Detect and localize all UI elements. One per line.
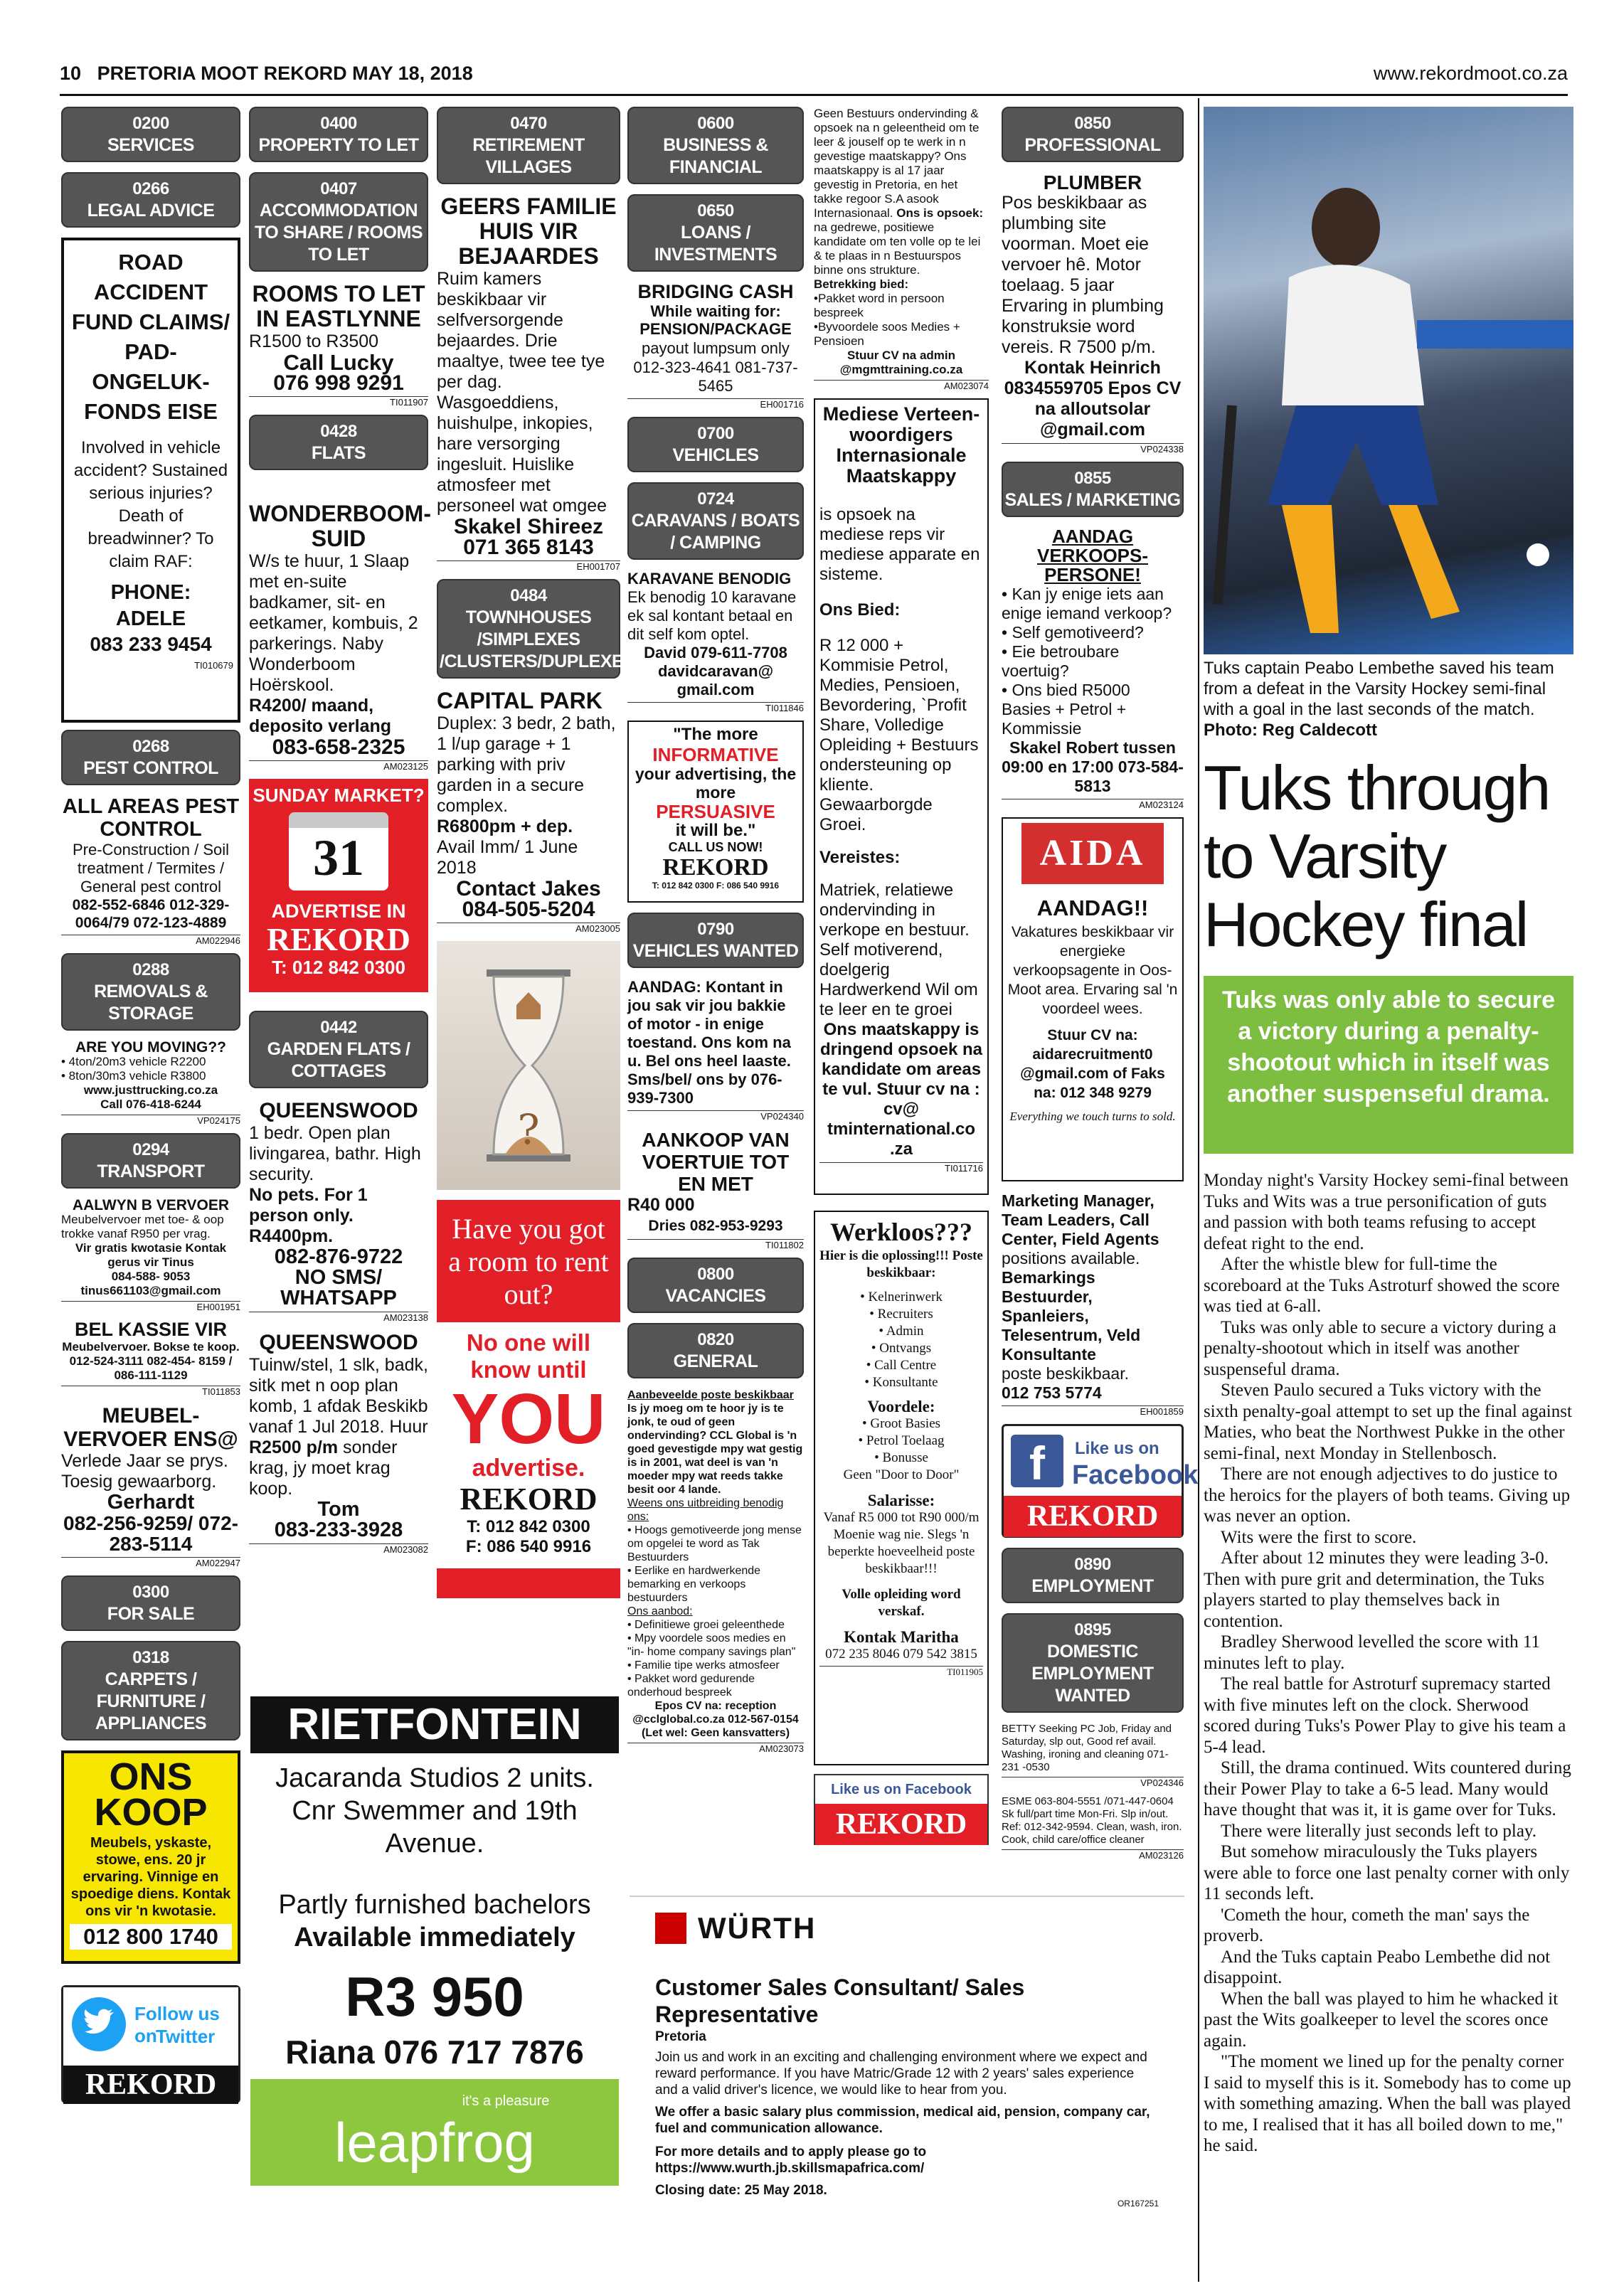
article-paragraph: There are not enough adjectives to do justice to the heroics for the players of both teams. Giving up was never an option.	[1204, 1465, 1571, 1526]
section-0407: 0407 ACCOMMODATION TO SHARE / ROOMS TO LET	[249, 172, 428, 272]
column-divider	[1198, 98, 1199, 2282]
esme-ad: ESME 063-804-5551 /071-447-0604 Sk full/part time Mon-Fri. Slp in/out. Ref: 012-342-9594. Clean, wash, iron. Cook, child care/office cleaner AM023126	[1002, 1795, 1184, 1861]
plumber-ad: PLUMBER Pos beskikbaar as plumbing site voorman. Moet eie vervoer hê. Motor toelaag. 5 jaar Ervaring in plumbing konstruksie word vereis. R 7500 p/m. Kontak Heinrich 0834559705 Epos CV na alloutsolar @gmail.com VP024338	[1002, 171, 1184, 455]
section-0850: 0850 PROFESSIONAL	[1002, 107, 1184, 162]
section-0300: 0300 FOR SALE	[61, 1575, 240, 1631]
page-header-left: 10 PRETORIA MOOT REKORD MAY 18, 2018	[60, 63, 473, 84]
bridging-cash-ad: BRIDGING CASH While waiting for: PENSION/PACKAGE payout lumpsum only 012-323-4641 081-737-5465 EH001716	[627, 282, 804, 410]
article-paragraph: But somehow miraculously the Tuks players were able to force one last penalty corner with only 11 seconds left.	[1204, 1842, 1570, 1903]
section-0790: 0790 VEHICLES WANTED	[627, 913, 804, 968]
classified-column-2	[249, 107, 431, 1562]
wurth-ad: WÜRTH Customer Sales Consultant/ Sales Representative Pretoria Join us and work in an exciting and challenging environment where we expect and reward performance. If you have Matric/Grade 12 with 2 years' sales experience and a valid driver's licence, we would like to hear from you. We offer a basic salary plus commission, medical aid, pension, company car, fuel and communication allowance. For more details and to apply please go to https://www.wurth.jb.skillsmapafrica.com/ Closing date: 25 May 2018. OR167251	[630, 1896, 1184, 2209]
section-0200: 0200 SERVICES	[61, 107, 240, 162]
twitter-ad[interactable]: Follow us on Twitter REKORD	[61, 1985, 240, 2103]
classified-column-3	[437, 107, 635, 1598]
section-0442: 0442 GARDEN FLATS / COTTAGES	[249, 1011, 428, 1088]
aida-logo: AIDA	[1021, 823, 1164, 884]
verkoopspersone-ad: AANDAG VERKOOPS-PERSONE! • Kan jy enige iets aan enige iemand verkoop? • Self gemotiveerd? • Eie betroubare voertuig? • Ons bied R5000 Basies + Petrol + Kommissie Skakel Robert tussen 09:00 en 17:00 073-584-5813 AM023124	[1002, 526, 1184, 810]
section-0294: 0294 TRANSPORT	[61, 1133, 240, 1189]
wurth-logo-icon	[655, 1913, 686, 1944]
hourglass-icon	[437, 941, 620, 1190]
capital-park-ad: CAPITAL PARK Duplex: 3 bedr, 2 bath, 1 l/up garage + 1 parking with priv garden in a secure complex. R6800pm + dep. Avail Imm/ 1 June 2018 Contact Jakes 084-505-5204 AM023005	[437, 688, 620, 934]
article-paragraph: And the Tuks captain Peabo Lembethe did not disappoint.	[1204, 1947, 1551, 1987]
section-0855: 0855 SALES / MARKETING	[1002, 462, 1184, 517]
classified-column-6	[1002, 107, 1199, 1868]
header-rule	[60, 94, 1568, 96]
classified-column-4	[627, 107, 804, 1761]
article-paragraph: The real battle for Astroturf supremacy started with five minutes left on the clock. Sherwood scored during Tuks's Power Play to give his team a 5-4 lead.	[1204, 1674, 1566, 1757]
article-paragraph: Monday night's Varsity Hockey semi-final between Tuks and Wits was a true personification of guts and passion with both teams refusing to accept defeat right to the end.	[1204, 1171, 1568, 1253]
article-paragraph: Wits were the first to score.	[1221, 1527, 1417, 1547]
rietfontein-ad: RIETFONTEIN Jacaranda Studios 2 units. Cnr Swemmer and 19th Avenue. Partly furnished bachelors Available immediately R3 950 Riana 076 717 7876 leapfrog it's a pleasure	[250, 1696, 619, 2207]
hockey-photo	[1204, 107, 1573, 654]
bel-kassie-ad: BEL KASSIE VIR Meubelvervoer. Bokse te koop. 012-524-3111 082-454- 8159 / 086-111-1129 TI011853	[62, 1319, 240, 1397]
aalwyn-ad: AALWYN B VERVOER Meubelvervoer met toe- & oop trokke vanaf R950 per vrag. Vir gratis kwotasie Kontak gerus vir Tinus 084-588- 9053 tinus661103@gmail.com EH001951	[61, 1197, 240, 1312]
section-0890: 0890 EMPLOYMENT	[1002, 1548, 1184, 1603]
article-paragraph: After the whistle blew for full-time the scoreboard at the Tuks Astroturf showed the score was tied at 6-all.	[1204, 1255, 1560, 1316]
aida-ad: AIDA AANDAG!! Vakatures beskikbaar vir energieke verkoopsagente in Oos-Moot area. Ervaring sal 'n voordeel wees. Stuur CV na: aidarecruitment0 @gmail.com of Faks na: 012 348 9279 Everything we touch turns to sold.	[1002, 817, 1184, 1181]
article-paragraph: "The moment we lined up for the penalty corner I said to myself this is it. Somebody has to come up with something amazing. When the ball was played to me, I realised that it has all boiled down to me," he said.	[1204, 2052, 1571, 2155]
management-trainee-ad: Geen Bestuurs ondervinding & opsoek na n geleentheid om te leer & jouself op te werk in n gevestige maatskappy? Ons maatskappy is al 17 jaar gevestig in Pretoria, en het takke regoor S.A asook Internasionaal. Ons is opsoek: na gedrewe, positiewe kandidate om ten volle op te lei & te plaas in n Bestuurspos binne ons strukture. Betrekking bied: •Pakket word in persoon bespreek •Byvoordele soos Medies + Pensioen Stuur CV na admin @mgmttraining.co.za AM023074	[814, 107, 989, 391]
page-header-url[interactable]: www.rekordmoot.co.za	[1373, 63, 1568, 84]
moving-ad: ARE YOU MOVING?? • 4ton/20m3 vehicle R2200 • 8ton/30m3 vehicle R3800 www.justtrucking.co.za Call 076-418-6244 VP024175	[61, 1039, 240, 1126]
wonderboom-ad: WONDERBOOM-SUID W/s te huur, 1 Slaap met en-suite badkamer, sit- en eetkamer, kombuis, 2 parkerings. Naby Wonderboom Hoërskool. R4200/ maand, deposito verlang 083-658-2325 AM023125	[249, 501, 431, 772]
article-paragraph: Steven Paulo secured a Tuks victory with the sixth penalty-goal attempt to set up the final against Maties, who beat the Northwest Pukke in the other semi-final, next Monday in Stellenbosch.	[1204, 1381, 1572, 1463]
ccl-global-ad: Aanbeveelde poste beskikbaar Is jy moeg om te hoor jy is te jonk, te oud of geen ondervinding? CCL Global is 'n goed gevestigde mpy wat gestig is in 2001, wat deel is van 'n moeder mpy wat reeds takke besit oor 4 lande. Weens ons uitbreiding benodig ons: • Hoogs gemotiveerde jong mense om opgelei te word as Tak Bestuurders • Eerlike en hardwerkende bemarking en verkoops bestuurders Ons aanbod: • Definitiewe groei geleenthede • Mpy voordele soos medies en "in- home company savings plan" • Familie tipe werks atmosfeer • Pakket word gedurende onderhoud bespreek Epos CV na: reception @cclglobal.co.za 012-567-0154 (Let wel: Geen kansvatters) AM023073	[627, 1389, 804, 1754]
raf-ad: ROAD ACCIDENT FUND CLAIMS/ PAD-ONGELUK-FONDS EISE Involved in vehicle accident? Sustained serious injuries? Death of breadwinner? To claim RAF: PHONE: ADELE 083 233 9454 TI010679	[61, 238, 240, 723]
section-0484: 0484 TOWNHOUSES /SIMPLEXES /CLUSTERS/DUPLEXES	[437, 579, 620, 679]
classified-column-5	[814, 107, 989, 1845]
article-paragraph: Tuks was only able to secure a victory during a penalty-shootout which in itself was another suspenseful drama.	[1204, 1317, 1556, 1379]
room-to-rent-ad: Have you got a room to rent out? No one will know until YOU advertise. REKORD T: 012 842 0300 F: 086 540 9916	[437, 1200, 620, 1598]
calendar-icon: 31	[289, 812, 388, 891]
section-0288: 0288 REMOVALS & STORAGE	[61, 953, 240, 1031]
facebook-ad[interactable]: f Like us on Facebook REKORD	[1002, 1424, 1184, 1538]
article-paragraph: Bradley Sherwood levelled the score with 11 minutes left to play.	[1204, 1632, 1540, 1673]
werkloos-ad: Werkloos??? Hier is die oplossing!!! Poste beskikbaar: • Kelnerinwerk • Recruiters • Admin • Ontvangs • Call Centre • Konsultante Voordele: • Groot Basies • Petrol Toelaag • Bonusse Geen "Door to Door" Salarisse: Vanaf R5 000 tot R90 000/m Moenie wag nie. Slegs 'n beperkte hoeveelheid poste beskikbaar!!! Volle opleiding word verskaf. Kontak Maritha 072 235 8046 079 542 3815 TI011905	[814, 1211, 989, 1765]
queenswood-2-ad: QUEENSWOOD Tuinw/stel, 1 slk, badk, sitk met n oop plan komb, 1 afdak Beskikb vanaf 1 Jul 2018. Huur R2500 p/m sonder krag, jy moet krag koop. Tom 083-233-3928 AM023082	[249, 1331, 428, 1555]
article-body	[1204, 1170, 1573, 2157]
facebook-icon: f	[1011, 1435, 1063, 1487]
aandag-kontant-ad: AANDAG: Kontant in jou sak vir jou bakkie of motor - in enige toestand. Ons kom na u. Bel ons heel laaste. Sms/bel/ ons by 076-939-7300 VP024340	[627, 978, 804, 1122]
informative-quote-ad: "The more INFORMATIVE your advertising, the more PERSUASIVE it will be." CALL US NOW! REKORD T: 012 842 0300 F: 086 540 9916	[627, 721, 804, 903]
svg-text:?: ?	[517, 1105, 540, 1154]
facebook-ad-small[interactable]: Like us on Facebook REKORD	[814, 1774, 989, 1845]
article-paragraph: After about 12 minutes they were leading 3-0. Then with pure grit and determination, the Tuks players started to play themselves back in contention.	[1204, 1548, 1549, 1631]
classified-column-1	[61, 107, 240, 2103]
section-0600: 0600 BUSINESS & FINANCIAL	[627, 107, 804, 184]
section-0470: 0470 RETIREMENT VILLAGES	[437, 107, 620, 184]
section-0268: 0268 PEST CONTROL	[61, 730, 240, 785]
page-header	[60, 63, 1568, 91]
section-0895: 0895 DOMESTIC EMPLOYMENT WANTED	[1002, 1613, 1184, 1713]
section-0428: 0428 FLATS	[249, 415, 428, 470]
article-standfirst: Tuks was only able to secure a victory during a penalty-shootout which in itself was another suspenseful drama.	[1204, 976, 1573, 1154]
section-0266: 0266 LEGAL ADVICE	[61, 172, 240, 228]
photo-caption: Tuks captain Peabo Lembethe saved his team from a defeat in the Varsity Hockey semi-final with a goal in the last seconds of the match. Photo: Reg Caldecott	[1204, 659, 1554, 740]
section-0400: 0400 PROPERTY TO LET	[249, 107, 428, 162]
article-paragraph: Still, the drama continued. Wits countered during their Power Play to take a 6-5 lead. Many would have thought that was it, it is game over for Tuks.	[1204, 1758, 1571, 1819]
section-0318: 0318 CARPETS / FURNITURE / APPLIANCES	[61, 1641, 240, 1740]
article-paragraph: There were literally just seconds left to play.	[1221, 1821, 1537, 1841]
aankoop-ad: AANKOOP VAN VOERTUIE TOT EN MET R40 000 Dries 082-953-9293 TI011802	[627, 1129, 804, 1250]
karavane-ad: KARAVANE BENODIG Ek benodig 10 karavane ek sal kontant betaal en dit self kom optel. David 079-611-7708 davidcaravan@ gmail.com TI011846	[627, 570, 804, 713]
article-paragraph: When the ball was played to him he whacked it past the Wits goalkeeper to level the scores once again.	[1204, 1989, 1559, 2051]
twitter-icon	[72, 1997, 126, 2051]
section-0724: 0724 CARAVANS / BOATS / CAMPING	[627, 482, 804, 560]
article-headline: Tuks through to Varsity Hockey final	[1204, 753, 1550, 960]
section-0650: 0650 LOANS / INVESTMENTS	[627, 194, 804, 272]
section-0800: 0800 VACANCIES	[627, 1258, 804, 1313]
article-paragraph: 'Cometh the hour, cometh the man' says the proverb.	[1204, 1905, 1530, 1945]
ons-koop-ad: ONS KOOP Meubels, yskaste, stowe, ens. 20 jr ervaring. Vinnige en spoedige diens. Kontak ons vir 'n kwotasie. 012 800 1740	[61, 1750, 240, 1964]
sunday-market-ad: SUNDAY MARKET? 31 ADVERTISE IN REKORD T: 012 842 0300	[249, 779, 428, 992]
rooms-ad: ROOMS TO LET IN EASTLYNNE R1500 to R3500 Call Lucky 076 998 9291 TI011907	[249, 281, 428, 408]
medical-reps-ad: Mediese Verteen-woordigers Internasionale Maatskappy is opsoek na mediese reps vir mediese apparate en sisteme. Ons Bied: R 12 000 + Kommisie Petrol, Medies, Pensioen, Bevordering, `Profit Share, Volledige Opleiding + Bestuurs ondersteuning op kliente. Gewaarborgde Groei. Vereistes: Matriek, relatiewe ondervinding in verkope en bestuur. Self motiverend, doelgerig Hardwerkend Wil om te leer en te groei Ons maatskappy is dringend opsoek na kandidate om areas te vul. Stuur cv na : cv@ tminternational.co .za TI011716	[814, 398, 989, 1195]
section-0820: 0820 GENERAL	[627, 1323, 804, 1378]
meubel-ad: MEUBEL-VERVOER ENS@ Verlede Jaar se prys. Toesig gewaarborg. Gerhardt 082-256-9259/ 072-283-5114 AM022947	[61, 1404, 240, 1568]
geers-ad: GEERS FAMILIE HUIS VIR BEJAARDES Ruim kamers beskikbaar vir selfversorgende bejaardes. Drie maaltye, twee tee tye per dag. Wasgoeddiens, huishulpe, inkopies, hare versorging ingesluit. Huislike atmosfeer met personeel wat omgee Skakel Shireez 071 365 8143 EH001707	[437, 193, 620, 572]
pest-ad: ALL AREAS PEST CONTROL Pre-Construction / Soil treatment / Termites / General pest control 082-552-6846 012-329-0064/79 072-123-4889 AM022946	[62, 795, 240, 946]
marketing-manager-ad: Marketing Manager, Team Leaders, Call Center, Field Agents positions available. Bemarkings Bestuurder, Spanleiers, Telesentrum, Veld Konsultante poste beskikbaar. 012 753 5774 EH001859	[1002, 1191, 1184, 1417]
betty-ad: BETTY Seeking PC Job, Friday and Saturday, slp out, Good ref avail. Washing, ironing and cleaning 071-231 -0530 VP024346	[1002, 1723, 1184, 1788]
hourglass-image	[437, 941, 620, 1190]
queenswood-1-ad: QUEENSWOOD 1 bedr. Open plan livingarea, bathr. High security. No pets. For 1 person only. R4400pm. 082-876-9722 NO SMS/ WHATSAPP AM023138	[249, 1099, 428, 1323]
leapfrog-logo: leapfrog it's a pleasure	[250, 2079, 619, 2186]
section-0700: 0700 VEHICLES	[627, 417, 804, 472]
